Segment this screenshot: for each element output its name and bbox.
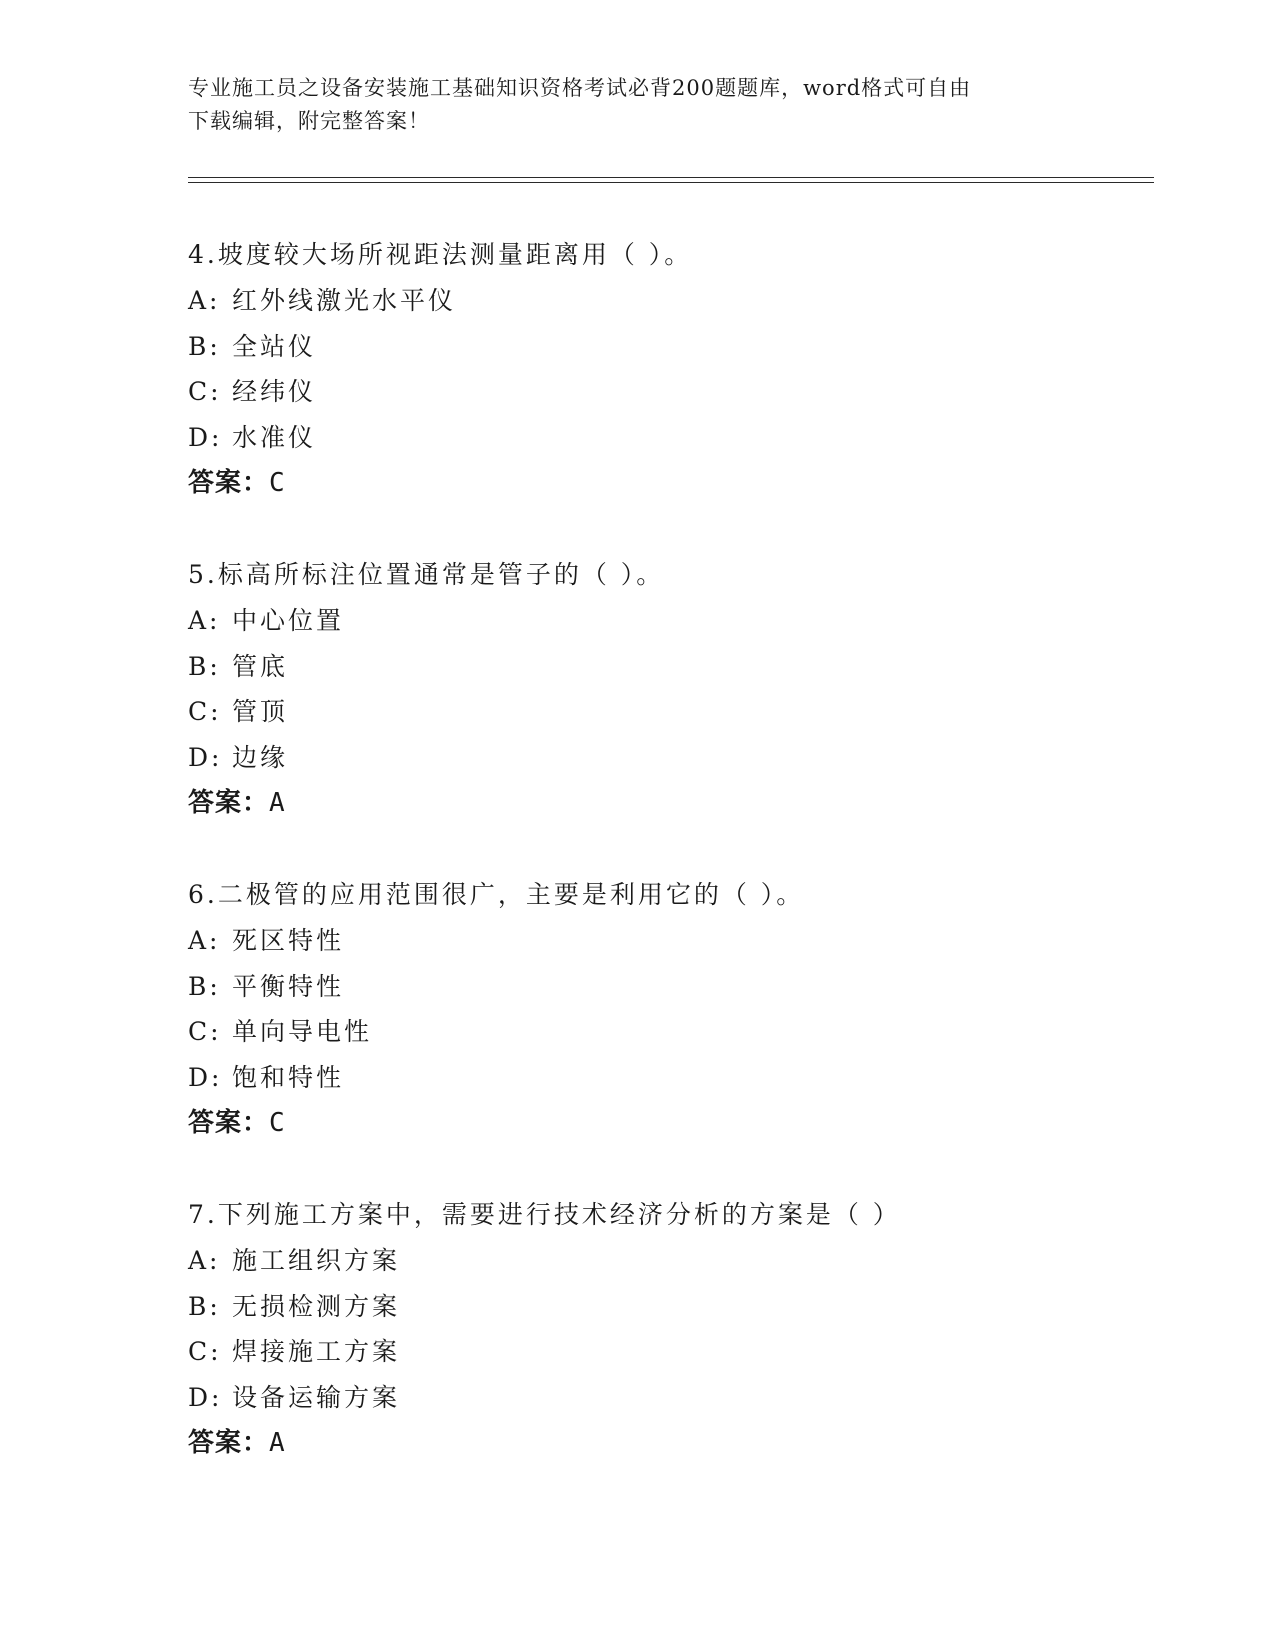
answer-value: C bbox=[269, 1108, 286, 1138]
option-text: 经纬仪 bbox=[232, 377, 317, 406]
header-divider-top bbox=[188, 177, 1154, 178]
option-letter: B: bbox=[188, 1291, 221, 1321]
option-a bbox=[188, 598, 1154, 644]
option-letter: D: bbox=[188, 1382, 223, 1412]
answer-value: C bbox=[269, 468, 286, 498]
question-list bbox=[188, 232, 1154, 1512]
option-c bbox=[188, 689, 1154, 735]
answer-line bbox=[188, 1420, 1154, 1466]
option-letter: A: bbox=[188, 926, 221, 955]
option-text: 无损检测方案 bbox=[232, 1291, 401, 1321]
question-stem: 5.标高所标注位置通常是管子的（ ）。 bbox=[188, 560, 665, 589]
option-text: 焊接施工方案 bbox=[232, 1337, 401, 1366]
option-letter: B: bbox=[188, 971, 221, 1001]
option-a bbox=[188, 1238, 1154, 1284]
option-d bbox=[188, 415, 1154, 461]
header-line-1: 专业施工员之设备安装施工基础知识资格考试必背200题题库，word格式可自由 bbox=[188, 76, 972, 100]
option-letter: D: bbox=[188, 1062, 223, 1092]
question-7 bbox=[188, 1192, 1154, 1512]
question-stem: 7.下列施工方案中，需要进行技术经济分析的方案是（ ） bbox=[188, 1200, 901, 1229]
answer-label: 答案： bbox=[188, 788, 270, 818]
option-c bbox=[188, 1329, 1154, 1375]
option-c bbox=[188, 369, 1154, 415]
option-letter: D: bbox=[188, 422, 223, 452]
answer-label: 答案： bbox=[188, 1108, 270, 1138]
option-d bbox=[188, 1055, 1154, 1101]
answer-line bbox=[188, 1100, 1154, 1146]
option-text: 边缘 bbox=[232, 742, 289, 772]
option-text: 管顶 bbox=[232, 697, 289, 726]
option-a bbox=[188, 278, 1154, 324]
option-text: 管底 bbox=[232, 651, 289, 681]
option-text: 中心位置 bbox=[232, 606, 345, 635]
question-5 bbox=[188, 552, 1154, 872]
option-letter: C: bbox=[188, 1017, 222, 1046]
option-letter: A: bbox=[188, 606, 221, 635]
option-letter: A: bbox=[188, 286, 221, 315]
answer-label: 答案： bbox=[188, 468, 270, 498]
question-6 bbox=[188, 872, 1154, 1192]
option-b bbox=[188, 1284, 1154, 1330]
option-b bbox=[188, 964, 1154, 1010]
option-d bbox=[188, 735, 1154, 781]
option-text: 死区特性 bbox=[232, 926, 345, 955]
option-text: 饱和特性 bbox=[232, 1062, 345, 1092]
question-stem: 6.二极管的应用范围很广，主要是利用它的（ ）。 bbox=[188, 880, 805, 909]
answer-line bbox=[188, 780, 1154, 826]
option-text: 水准仪 bbox=[232, 422, 317, 452]
option-letter: C: bbox=[188, 697, 222, 726]
question-4 bbox=[188, 232, 1154, 552]
option-a bbox=[188, 918, 1154, 964]
answer-value: A bbox=[269, 788, 286, 818]
option-letter: C: bbox=[188, 377, 222, 406]
option-text: 平衡特性 bbox=[232, 971, 345, 1001]
question-stem: 4.坡度较大场所视距法测量距离用（ ）。 bbox=[188, 240, 693, 269]
option-letter: C: bbox=[188, 1337, 222, 1366]
option-c bbox=[188, 1009, 1154, 1055]
header-line-2: 下载编辑，附完整答案！ bbox=[188, 109, 430, 133]
option-d bbox=[188, 1375, 1154, 1421]
option-letter: A: bbox=[188, 1246, 221, 1275]
answer-line bbox=[188, 460, 1154, 506]
option-letter: D: bbox=[188, 742, 223, 772]
option-letter: B: bbox=[188, 331, 221, 361]
option-b bbox=[188, 324, 1154, 370]
option-text: 单向导电性 bbox=[232, 1017, 373, 1046]
answer-label: 答案： bbox=[188, 1428, 270, 1458]
option-text: 施工组织方案 bbox=[232, 1246, 401, 1275]
answer-value: A bbox=[269, 1428, 286, 1458]
option-letter: B: bbox=[188, 651, 221, 681]
document-header bbox=[188, 72, 1088, 138]
option-text: 红外线激光水平仪 bbox=[232, 286, 457, 315]
option-text: 设备运输方案 bbox=[232, 1382, 401, 1412]
header-divider-bottom bbox=[188, 182, 1154, 183]
option-text: 全站仪 bbox=[232, 331, 317, 361]
option-b bbox=[188, 644, 1154, 690]
